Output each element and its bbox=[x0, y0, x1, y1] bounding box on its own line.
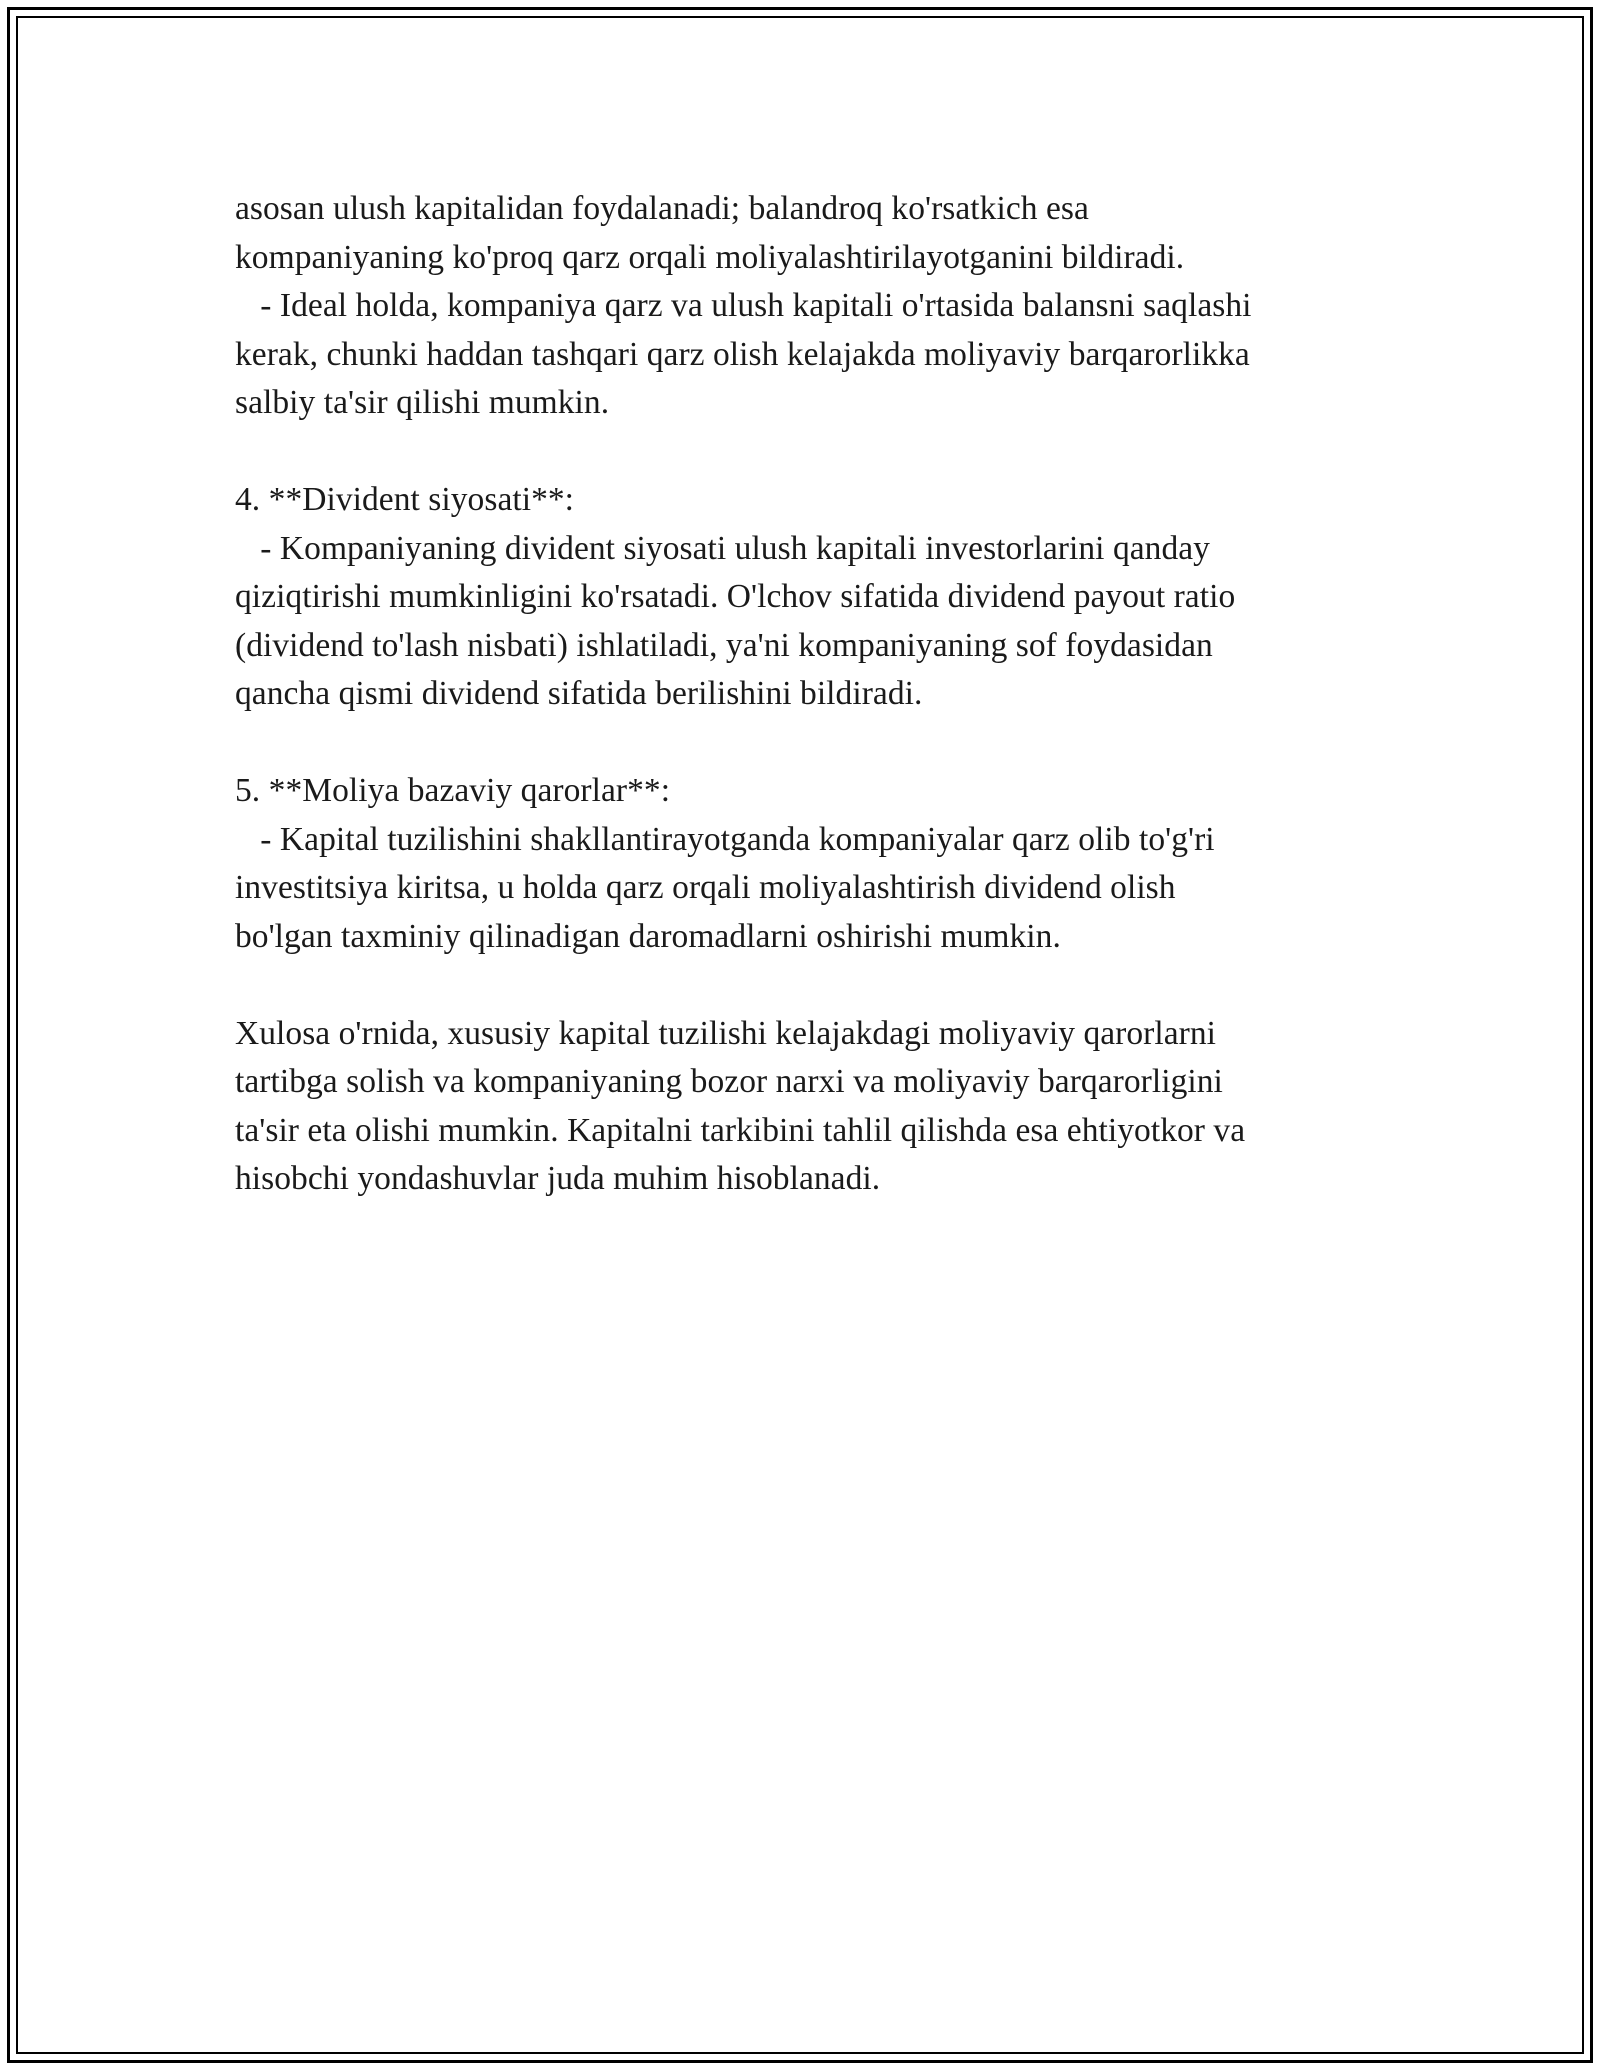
text-line: salbiy ta'sir qilishi mumkin. bbox=[235, 384, 610, 421]
text-line: - Kapital tuzilishini shakllantirayotganda kompaniyalar qarz olib to'g'ri bbox=[235, 820, 1215, 858]
document-body bbox=[235, 185, 1395, 1204]
text-line: qancha qismi dividend sifatida berilishini bildiradi. bbox=[235, 675, 923, 712]
text-line: - Kompaniyaning divident siyosati ulush kapitali investorlarini qanday bbox=[235, 529, 1210, 567]
paragraph-spacer bbox=[235, 961, 1395, 1010]
text-line: - Ideal holda, kompaniya qarz va ulush kapitali o'rtasida balansni saqlashi bbox=[235, 287, 1252, 324]
text-line: asosan ulush kapitalidan foydalanadi; balandroq ko'rsatkich esa bbox=[235, 190, 1089, 227]
text-line: bo'lgan taxminiy qilinadigan daromadlarni oshirishi mumkin. bbox=[235, 917, 1061, 955]
conclusion-paragraph bbox=[235, 1010, 1395, 1204]
text-line: hisobchi yondashuvlar juda muhim hisoblanadi. bbox=[235, 1160, 881, 1197]
text-line: (dividend to'lash nisbati) ishlatiladi, ya'ni kompaniyaning sof foydasidan bbox=[235, 626, 1213, 664]
text-line: investitsiya kiritsa, u holda qarz orqali moliyalashtirish dividend olish bbox=[235, 869, 1176, 906]
text-line: kerak, chunki haddan tashqari qarz olish kelajakda moliyaviy barqarorlikka bbox=[235, 335, 1250, 373]
text-line: ta'sir eta olishi mumkin. Kapitalni tarkibini tahlil qilishda esa ehtiyotkor va bbox=[235, 1111, 1246, 1149]
text-line: tartibga solish va kompaniyaning bozor narxi va moliyaviy barqarorligini bbox=[235, 1063, 1223, 1100]
paragraph-spacer bbox=[235, 719, 1395, 768]
section-divident-siyosati bbox=[235, 476, 1395, 719]
intro-paragraph bbox=[235, 185, 1395, 428]
section-moliya-bazaviy-qarorlar bbox=[235, 767, 1395, 961]
text-line: kompaniyaning ko'proq qarz orqali moliyalashtirilayotganini bildiradi. bbox=[235, 238, 1185, 276]
paragraph-spacer bbox=[235, 428, 1395, 477]
text-line: qiziqtirishi mumkinligini ko'rsatadi. O'lchov sifatida dividend payout ratio bbox=[235, 578, 1236, 615]
section-heading: 5. **Moliya bazaviy qarorlar**: bbox=[235, 772, 671, 809]
text-line: Xulosa o'rnida, xususiy kapital tuzilishi kelajakdagi moliyaviy qarorlarni bbox=[235, 1014, 1217, 1052]
section-heading: 4. **Divident siyosati**: bbox=[235, 481, 575, 518]
